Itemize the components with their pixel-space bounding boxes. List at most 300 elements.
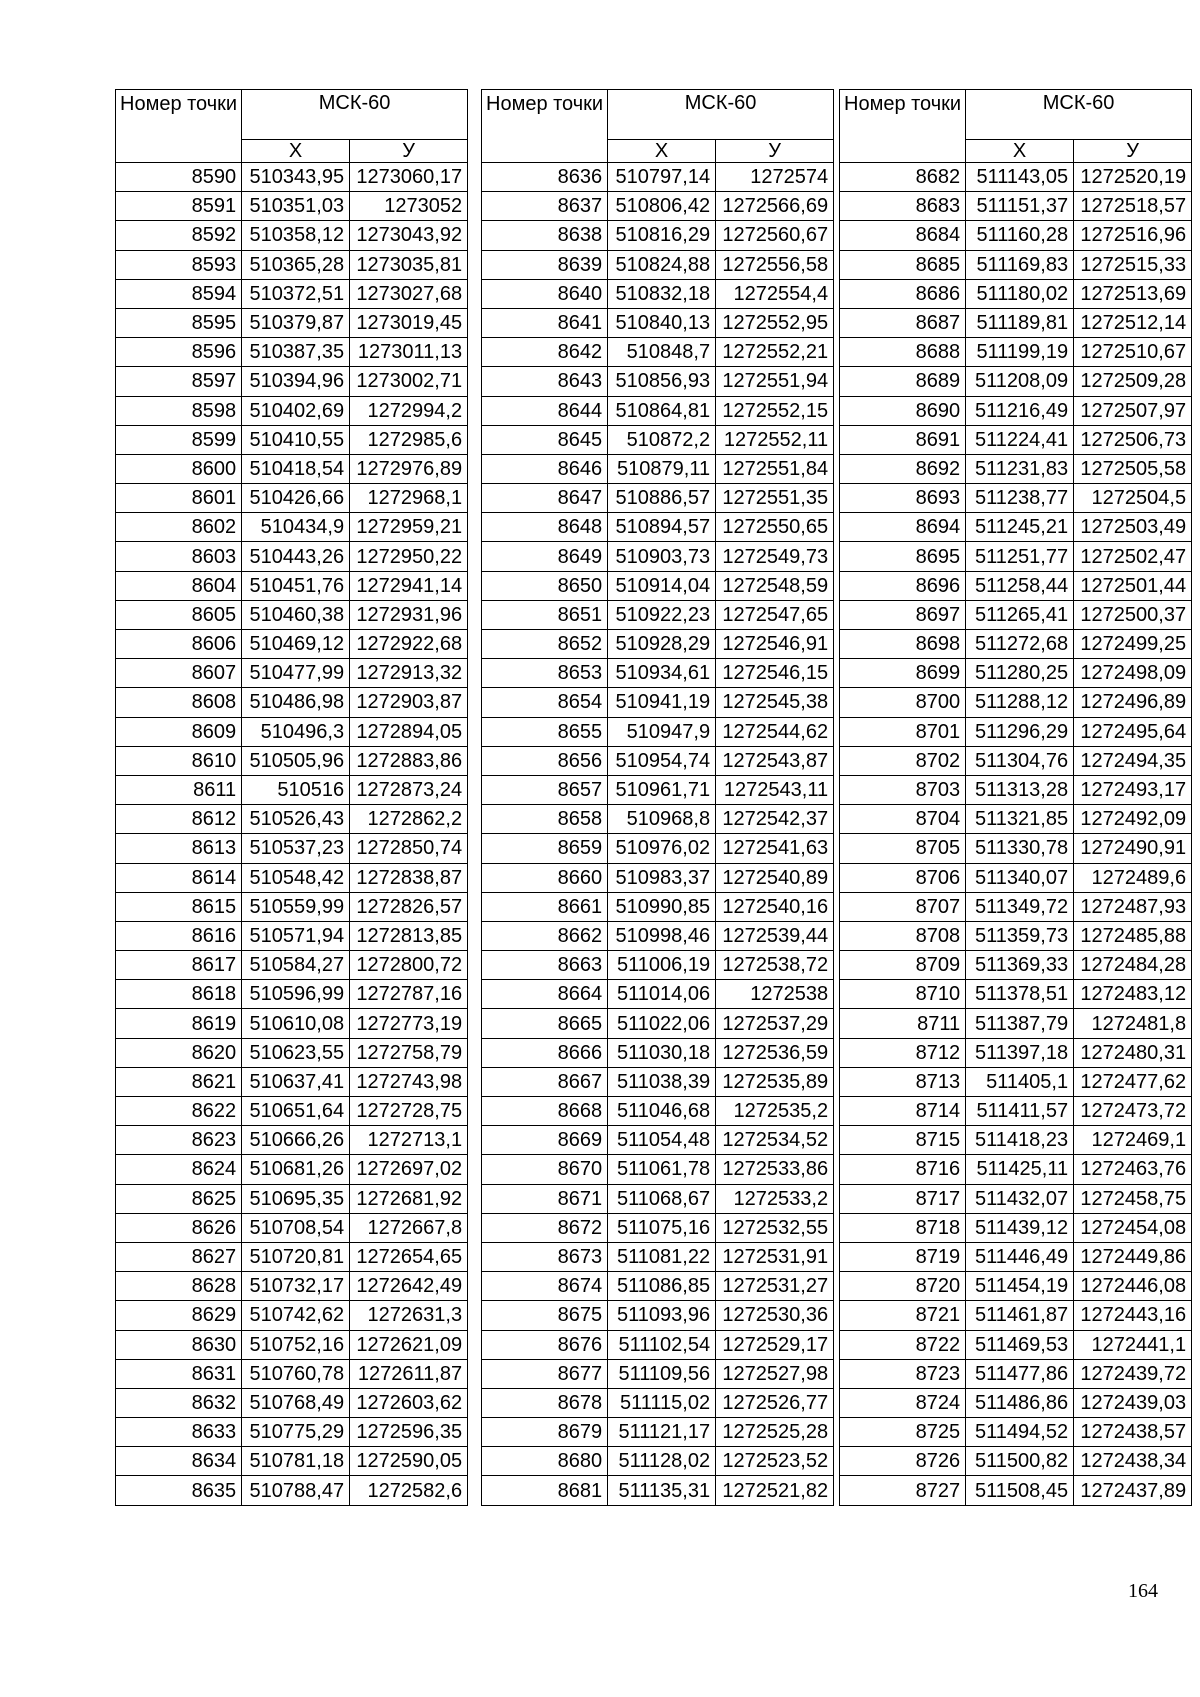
point-number-cell: 8658 — [482, 805, 608, 834]
point-number-cell: 8648 — [482, 513, 608, 542]
table-row — [116, 805, 468, 834]
y-coordinate-cell: 1272654,65 — [350, 1242, 468, 1271]
point-number-cell: 8621 — [116, 1067, 242, 1096]
y-coordinate-cell: 1272449,86 — [1074, 1242, 1192, 1271]
x-coordinate-cell: 510451,76 — [242, 571, 350, 600]
table-row — [116, 221, 468, 250]
table-row — [840, 1301, 1192, 1330]
y-coordinate-cell: 1272495,64 — [1074, 717, 1192, 746]
table-row — [482, 425, 834, 454]
table-row — [116, 688, 468, 717]
point-number-cell: 8700 — [840, 688, 966, 717]
table-row — [482, 513, 834, 542]
x-coordinate-cell: 511280,25 — [966, 659, 1074, 688]
point-number-cell: 8635 — [116, 1476, 242, 1505]
point-number-cell: 8723 — [840, 1359, 966, 1388]
y-coordinate-cell: 1272551,84 — [716, 454, 834, 483]
point-number-cell: 8691 — [840, 425, 966, 454]
y-coordinate-cell: 1272903,87 — [350, 688, 468, 717]
y-coordinate-cell: 1272500,37 — [1074, 600, 1192, 629]
x-coordinate-cell: 511411,57 — [966, 1097, 1074, 1126]
point-number-cell: 8654 — [482, 688, 608, 717]
y-coordinate-cell: 1272541,63 — [716, 834, 834, 863]
point-number-cell: 8662 — [482, 921, 608, 950]
table-row — [482, 863, 834, 892]
x-coordinate-cell: 511387,79 — [966, 1009, 1074, 1038]
table-row — [116, 163, 468, 192]
x-coordinate-cell: 510864,81 — [608, 396, 716, 425]
y-coordinate-cell: 1272697,02 — [350, 1155, 468, 1184]
point-number-cell: 8702 — [840, 746, 966, 775]
table-row — [482, 630, 834, 659]
point-number-cell: 8638 — [482, 221, 608, 250]
x-coordinate-cell: 510781,18 — [242, 1447, 350, 1476]
x-coordinate-cell: 510990,85 — [608, 892, 716, 921]
x-coordinate-cell: 511494,52 — [966, 1418, 1074, 1447]
table-row — [840, 163, 1192, 192]
table-row — [840, 688, 1192, 717]
y-coordinate-cell: 1272454,08 — [1074, 1213, 1192, 1242]
point-number-cell: 8672 — [482, 1213, 608, 1242]
point-number-cell: 8688 — [840, 338, 966, 367]
point-number-cell: 8686 — [840, 279, 966, 308]
y-coordinate-cell: 1272530,36 — [716, 1301, 834, 1330]
x-coordinate-cell: 510961,71 — [608, 775, 716, 804]
y-coordinate-cell: 1272487,93 — [1074, 892, 1192, 921]
table-row — [482, 1447, 834, 1476]
point-number-cell: 8606 — [116, 630, 242, 659]
point-number-cell: 8630 — [116, 1330, 242, 1359]
point-number-cell: 8625 — [116, 1184, 242, 1213]
table-row — [116, 425, 468, 454]
table-row — [482, 659, 834, 688]
table-row — [840, 367, 1192, 396]
y-coordinate-cell: 1272758,79 — [350, 1038, 468, 1067]
point-number-header: Номер точки — [482, 90, 608, 163]
point-number-cell: 8643 — [482, 367, 608, 396]
y-coordinate-cell: 1272913,32 — [350, 659, 468, 688]
point-number-cell: 8707 — [840, 892, 966, 921]
table-row — [840, 1067, 1192, 1096]
y-coordinate-cell: 1273052 — [350, 192, 468, 221]
x-coordinate-cell: 511245,21 — [966, 513, 1074, 542]
y-coordinate-cell: 1272521,82 — [716, 1476, 834, 1505]
x-coordinate-cell: 511425,11 — [966, 1155, 1074, 1184]
point-number-cell: 8627 — [116, 1242, 242, 1271]
table-row — [116, 834, 468, 863]
point-number-cell: 8640 — [482, 279, 608, 308]
table-row — [116, 746, 468, 775]
table-row — [482, 1067, 834, 1096]
table-row — [482, 1097, 834, 1126]
point-number-cell: 8660 — [482, 863, 608, 892]
y-coordinate-cell: 1272968,1 — [350, 484, 468, 513]
table-row — [840, 834, 1192, 863]
table-row — [840, 338, 1192, 367]
x-coordinate-cell: 510928,29 — [608, 630, 716, 659]
table-row — [116, 513, 468, 542]
point-number-cell: 8633 — [116, 1418, 242, 1447]
y-coordinate-cell: 1272545,38 — [716, 688, 834, 717]
table-row — [840, 396, 1192, 425]
table-row — [482, 338, 834, 367]
x-coordinate-cell: 511272,68 — [966, 630, 1074, 659]
x-coordinate-cell: 510824,88 — [608, 250, 716, 279]
table-row — [840, 1155, 1192, 1184]
x-coordinate-cell: 511022,06 — [608, 1009, 716, 1038]
x-coordinate-cell: 511081,22 — [608, 1242, 716, 1271]
point-number-cell: 8709 — [840, 951, 966, 980]
y-coordinate-cell: 1272959,21 — [350, 513, 468, 542]
y-coordinate-cell: 1273043,92 — [350, 221, 468, 250]
table-row — [116, 192, 468, 221]
table-row — [482, 951, 834, 980]
y-coordinate-cell: 1273002,71 — [350, 367, 468, 396]
table-row — [116, 1038, 468, 1067]
point-number-cell: 8717 — [840, 1184, 966, 1213]
x-coordinate-cell: 510486,98 — [242, 688, 350, 717]
x-coordinate-cell: 511061,78 — [608, 1155, 716, 1184]
point-number-cell: 8594 — [116, 279, 242, 308]
x-coordinate-cell: 510351,03 — [242, 192, 350, 221]
x-coordinate-cell: 511121,17 — [608, 1418, 716, 1447]
y-coordinate-cell: 1273019,45 — [350, 308, 468, 337]
point-number-cell: 8620 — [116, 1038, 242, 1067]
y-coordinate-cell: 1272773,19 — [350, 1009, 468, 1038]
y-coordinate-cell: 1272551,94 — [716, 367, 834, 396]
y-coordinate-cell: 1272642,49 — [350, 1272, 468, 1301]
y-coordinate-cell: 1272502,47 — [1074, 542, 1192, 571]
y-coordinate-cell: 1272556,58 — [716, 250, 834, 279]
y-coordinate-cell: 1273060,17 — [350, 163, 468, 192]
point-number-cell: 8706 — [840, 863, 966, 892]
y-coordinate-cell: 1272523,52 — [716, 1447, 834, 1476]
x-coordinate-cell: 511189,81 — [966, 308, 1074, 337]
y-coordinate-cell: 1272492,09 — [1074, 805, 1192, 834]
y-coordinate-cell: 1272538,72 — [716, 951, 834, 980]
y-coordinate-cell: 1272582,6 — [350, 1476, 468, 1505]
table-row — [840, 1418, 1192, 1447]
x-coordinate-cell: 510394,96 — [242, 367, 350, 396]
point-number-cell: 8715 — [840, 1126, 966, 1155]
y-coordinate-cell: 1272469,1 — [1074, 1126, 1192, 1155]
table-row — [482, 746, 834, 775]
x-header: Х — [966, 140, 1074, 163]
y-coordinate-cell: 1272543,11 — [716, 775, 834, 804]
y-coordinate-cell: 1272552,21 — [716, 338, 834, 367]
table-row — [840, 863, 1192, 892]
y-coordinate-cell: 1272529,17 — [716, 1330, 834, 1359]
table-row — [482, 279, 834, 308]
x-coordinate-cell: 511231,83 — [966, 454, 1074, 483]
table-row — [840, 1038, 1192, 1067]
y-coordinate-cell: 1272525,28 — [716, 1418, 834, 1447]
table-row — [482, 1388, 834, 1417]
point-number-cell: 8616 — [116, 921, 242, 950]
x-coordinate-cell: 510752,16 — [242, 1330, 350, 1359]
x-coordinate-cell: 510968,8 — [608, 805, 716, 834]
x-coordinate-cell: 510596,99 — [242, 980, 350, 1009]
x-coordinate-cell: 511359,73 — [966, 921, 1074, 950]
point-number-cell: 8701 — [840, 717, 966, 746]
y-coordinate-cell: 1272527,98 — [716, 1359, 834, 1388]
table-row — [116, 863, 468, 892]
point-number-cell: 8593 — [116, 250, 242, 279]
y-coordinate-cell: 1272547,65 — [716, 600, 834, 629]
table-row — [116, 659, 468, 688]
x-coordinate-cell: 511461,87 — [966, 1301, 1074, 1330]
y-coordinate-cell: 1272439,72 — [1074, 1359, 1192, 1388]
x-coordinate-cell: 511224,41 — [966, 425, 1074, 454]
table-row — [840, 1009, 1192, 1038]
x-coordinate-cell: 511160,28 — [966, 221, 1074, 250]
x-coordinate-cell: 510788,47 — [242, 1476, 350, 1505]
table-row — [482, 1418, 834, 1447]
y-coordinate-cell: 1272922,68 — [350, 630, 468, 659]
y-coordinate-cell: 1272501,44 — [1074, 571, 1192, 600]
table-row — [840, 1272, 1192, 1301]
x-coordinate-cell: 511143,05 — [966, 163, 1074, 192]
x-coordinate-cell: 511068,67 — [608, 1184, 716, 1213]
table-row — [116, 1097, 468, 1126]
y-coordinate-cell: 1272862,2 — [350, 805, 468, 834]
x-header: Х — [608, 140, 716, 163]
point-number-cell: 8694 — [840, 513, 966, 542]
y-coordinate-cell: 1272484,28 — [1074, 951, 1192, 980]
x-coordinate-cell: 510496,3 — [242, 717, 350, 746]
x-coordinate-cell: 510379,87 — [242, 308, 350, 337]
x-coordinate-cell: 511304,76 — [966, 746, 1074, 775]
x-coordinate-cell: 510840,13 — [608, 308, 716, 337]
point-number-cell: 8719 — [840, 1242, 966, 1271]
x-coordinate-cell: 510797,14 — [608, 163, 716, 192]
x-coordinate-cell: 511102,54 — [608, 1330, 716, 1359]
x-coordinate-cell: 510879,11 — [608, 454, 716, 483]
table-row — [482, 775, 834, 804]
y-coordinate-cell: 1272743,98 — [350, 1067, 468, 1096]
point-number-cell: 8642 — [482, 338, 608, 367]
y-coordinate-cell: 1272477,62 — [1074, 1067, 1192, 1096]
x-coordinate-cell: 511093,96 — [608, 1301, 716, 1330]
y-coordinate-cell: 1272438,57 — [1074, 1418, 1192, 1447]
x-coordinate-cell: 511405,1 — [966, 1067, 1074, 1096]
x-coordinate-cell: 510695,35 — [242, 1184, 350, 1213]
x-coordinate-cell: 510983,37 — [608, 863, 716, 892]
x-coordinate-cell: 510816,29 — [608, 221, 716, 250]
y-coordinate-cell: 1272549,73 — [716, 542, 834, 571]
page-number: 164 — [1128, 1580, 1158, 1602]
x-coordinate-cell: 511369,33 — [966, 951, 1074, 980]
point-number-cell: 8622 — [116, 1097, 242, 1126]
x-coordinate-cell: 510651,64 — [242, 1097, 350, 1126]
table-row — [482, 805, 834, 834]
y-coordinate-cell: 1272681,92 — [350, 1184, 468, 1213]
x-coordinate-cell: 511288,12 — [966, 688, 1074, 717]
table-row — [840, 775, 1192, 804]
table-row — [840, 1097, 1192, 1126]
table-row — [840, 1213, 1192, 1242]
table-row — [482, 1155, 834, 1184]
y-coordinate-cell: 1272873,24 — [350, 775, 468, 804]
x-coordinate-cell: 511075,16 — [608, 1213, 716, 1242]
table-row — [116, 1155, 468, 1184]
x-coordinate-cell: 511446,49 — [966, 1242, 1074, 1271]
point-number-cell: 8597 — [116, 367, 242, 396]
x-coordinate-cell: 510886,57 — [608, 484, 716, 513]
x-coordinate-cell: 511258,44 — [966, 571, 1074, 600]
point-number-cell: 8665 — [482, 1009, 608, 1038]
table-row — [116, 630, 468, 659]
point-number-cell: 8711 — [840, 1009, 966, 1038]
y-coordinate-cell: 1272512,14 — [1074, 308, 1192, 337]
x-coordinate-cell: 511508,45 — [966, 1476, 1074, 1505]
table-row — [482, 1476, 834, 1505]
point-number-cell: 8623 — [116, 1126, 242, 1155]
table-row — [116, 1242, 468, 1271]
y-coordinate-cell: 1272509,28 — [1074, 367, 1192, 396]
table-row — [840, 192, 1192, 221]
table-row — [482, 250, 834, 279]
y-coordinate-cell: 1272535,2 — [716, 1097, 834, 1126]
table-row — [116, 600, 468, 629]
table-row — [482, 221, 834, 250]
x-coordinate-cell: 511109,56 — [608, 1359, 716, 1388]
y-coordinate-cell: 1272590,05 — [350, 1447, 468, 1476]
x-coordinate-cell: 511054,48 — [608, 1126, 716, 1155]
x-coordinate-cell: 511439,12 — [966, 1213, 1074, 1242]
x-coordinate-cell: 510548,42 — [242, 863, 350, 892]
y-coordinate-cell: 1272603,62 — [350, 1388, 468, 1417]
x-coordinate-cell: 511216,49 — [966, 396, 1074, 425]
x-coordinate-cell: 510848,7 — [608, 338, 716, 367]
x-coordinate-cell: 510418,54 — [242, 454, 350, 483]
x-coordinate-cell: 510732,17 — [242, 1272, 350, 1301]
point-number-cell: 8607 — [116, 659, 242, 688]
table-row — [840, 542, 1192, 571]
point-number-cell: 8605 — [116, 600, 242, 629]
table-row — [482, 1038, 834, 1067]
x-coordinate-cell: 511340,07 — [966, 863, 1074, 892]
y-header: У — [1074, 140, 1192, 163]
table-row — [482, 571, 834, 600]
x-coordinate-cell: 510434,9 — [242, 513, 350, 542]
y-coordinate-cell: 1272548,59 — [716, 571, 834, 600]
x-coordinate-cell: 511330,78 — [966, 834, 1074, 863]
table-row — [482, 454, 834, 483]
point-number-cell: 8614 — [116, 863, 242, 892]
x-coordinate-cell: 510402,69 — [242, 396, 350, 425]
table-row — [840, 250, 1192, 279]
x-coordinate-cell: 511477,86 — [966, 1359, 1074, 1388]
table-row — [116, 1418, 468, 1447]
point-number-cell: 8678 — [482, 1388, 608, 1417]
point-number-cell: 8619 — [116, 1009, 242, 1038]
coordinate-table-2 — [481, 89, 834, 1506]
x-coordinate-cell: 510894,57 — [608, 513, 716, 542]
coordinate-table-1 — [115, 89, 468, 1506]
point-number-cell: 8655 — [482, 717, 608, 746]
point-number-cell: 8720 — [840, 1272, 966, 1301]
point-number-cell: 8693 — [840, 484, 966, 513]
point-number-cell: 8724 — [840, 1388, 966, 1417]
x-coordinate-cell: 511135,31 — [608, 1476, 716, 1505]
x-coordinate-cell: 510903,73 — [608, 542, 716, 571]
y-coordinate-cell: 1272566,69 — [716, 192, 834, 221]
table-row — [116, 1184, 468, 1213]
point-number-cell: 8650 — [482, 571, 608, 600]
x-coordinate-cell: 511251,77 — [966, 542, 1074, 571]
table-row — [116, 484, 468, 513]
point-number-cell: 8628 — [116, 1272, 242, 1301]
x-coordinate-cell: 511349,72 — [966, 892, 1074, 921]
x-coordinate-cell: 510610,08 — [242, 1009, 350, 1038]
point-number-cell: 8692 — [840, 454, 966, 483]
x-coordinate-cell: 511169,83 — [966, 250, 1074, 279]
y-coordinate-cell: 1272516,96 — [1074, 221, 1192, 250]
table-row — [482, 1359, 834, 1388]
table-row — [840, 717, 1192, 746]
point-number-cell: 8669 — [482, 1126, 608, 1155]
y-coordinate-cell: 1272536,59 — [716, 1038, 834, 1067]
table-row — [116, 338, 468, 367]
table-row — [840, 571, 1192, 600]
y-coordinate-cell: 1272473,72 — [1074, 1097, 1192, 1126]
point-number-cell: 8610 — [116, 746, 242, 775]
point-number-cell: 8712 — [840, 1038, 966, 1067]
table-row — [482, 892, 834, 921]
y-coordinate-cell: 1272838,87 — [350, 863, 468, 892]
table-row — [840, 454, 1192, 483]
y-coordinate-cell: 1272510,67 — [1074, 338, 1192, 367]
y-coordinate-cell: 1272551,35 — [716, 484, 834, 513]
x-coordinate-cell: 511151,37 — [966, 192, 1074, 221]
point-number-cell: 8683 — [840, 192, 966, 221]
point-number-cell: 8710 — [840, 980, 966, 1009]
point-number-cell: 8615 — [116, 892, 242, 921]
table-row — [840, 1126, 1192, 1155]
point-number-cell: 8676 — [482, 1330, 608, 1359]
x-coordinate-cell: 510426,66 — [242, 484, 350, 513]
table-row — [482, 1272, 834, 1301]
point-number-cell: 8649 — [482, 542, 608, 571]
point-number-cell: 8590 — [116, 163, 242, 192]
x-coordinate-cell: 510526,43 — [242, 805, 350, 834]
y-coordinate-cell: 1272728,75 — [350, 1097, 468, 1126]
point-number-cell: 8661 — [482, 892, 608, 921]
x-coordinate-cell: 510460,38 — [242, 600, 350, 629]
coordinate-table-3 — [839, 89, 1192, 1506]
point-number-cell: 8684 — [840, 221, 966, 250]
y-coordinate-cell: 1272499,25 — [1074, 630, 1192, 659]
table-row — [840, 951, 1192, 980]
x-coordinate-cell: 510623,55 — [242, 1038, 350, 1067]
point-number-cell: 8670 — [482, 1155, 608, 1184]
x-header: Х — [242, 140, 350, 163]
y-coordinate-cell: 1272481,8 — [1074, 1009, 1192, 1038]
table-row — [482, 192, 834, 221]
table-row — [116, 892, 468, 921]
x-coordinate-cell: 510505,96 — [242, 746, 350, 775]
x-coordinate-cell: 511046,68 — [608, 1097, 716, 1126]
y-coordinate-cell: 1272552,15 — [716, 396, 834, 425]
y-coordinate-cell: 1272483,12 — [1074, 980, 1192, 1009]
point-number-cell: 8600 — [116, 454, 242, 483]
x-coordinate-cell: 510708,54 — [242, 1213, 350, 1242]
table-row — [116, 1213, 468, 1242]
x-coordinate-cell: 511038,39 — [608, 1067, 716, 1096]
x-coordinate-cell: 511006,19 — [608, 951, 716, 980]
y-coordinate-cell: 1272490,91 — [1074, 834, 1192, 863]
